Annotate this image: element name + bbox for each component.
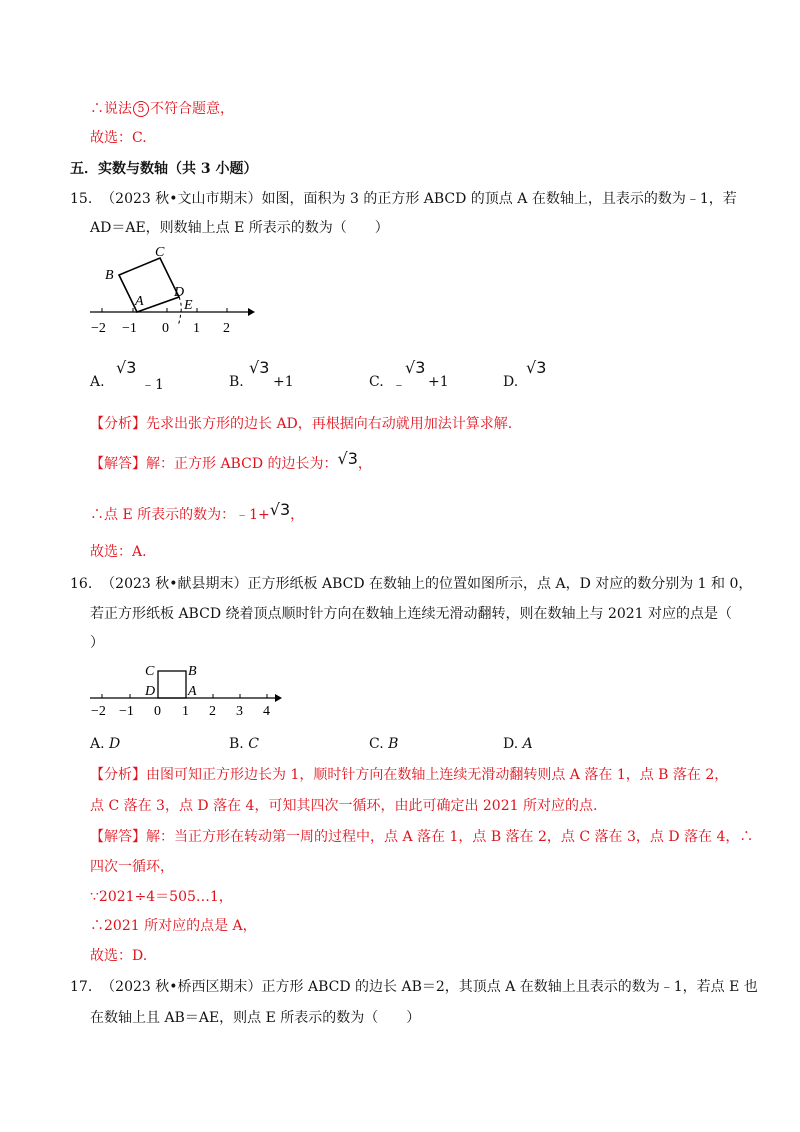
- q16-tick-3: 3: [236, 704, 243, 718]
- q16-number: 16.: [70, 576, 93, 592]
- q16-option-b[interactable]: [229, 736, 259, 752]
- q15-solution2-suffix: ，: [290, 507, 305, 523]
- q16-tick-neg2: −2: [91, 704, 106, 718]
- q16-solution-line3: ∵2021÷4＝505…1，: [90, 889, 233, 905]
- q15-label-c: C: [155, 245, 165, 260]
- q16-option-a[interactable]: [90, 736, 120, 752]
- option-letter: B.: [229, 374, 244, 390]
- q16-answer: 故选：D.: [90, 948, 148, 964]
- q15-option-b-radical: √3: [249, 358, 270, 377]
- option-letter: C.: [369, 374, 384, 390]
- q15-option-b[interactable]: [229, 374, 244, 390]
- q16-option-c[interactable]: [369, 736, 398, 752]
- q15-number: 15.: [70, 191, 93, 207]
- q17-stem-line2: 在数轴上且 AB＝AE，则点 E 所表示的数为（ ）: [90, 1010, 421, 1026]
- q15-figure: [85, 242, 260, 337]
- q16-tick-0: 0: [154, 704, 161, 718]
- q16-solution-line4: ∴2021 所对应的点是 A，: [90, 918, 257, 934]
- q17-number: 17.: [70, 979, 93, 995]
- option-letter: B.: [229, 736, 244, 752]
- q16-tick-2: 2: [209, 704, 216, 718]
- q15-label-d: D: [174, 285, 185, 300]
- q16-analysis-line1: 【分析】由图可知正方形边长为 1，顺时针方向在数轴上连续无滑动翻转则点 A 落在 1，点 B 落在 2，: [90, 767, 729, 783]
- q15-label-e: E: [184, 298, 193, 313]
- q15-tick-neg1: −1: [122, 321, 137, 336]
- q15-label-b: B: [105, 268, 114, 283]
- q16-square: [158, 671, 186, 698]
- q15-answer: 故选：A.: [90, 544, 147, 560]
- q15-option-d-radical: √3: [526, 358, 547, 377]
- option-value: B: [388, 736, 399, 752]
- q15-solution-line1: [90, 449, 372, 474]
- q15-option-b-tail: +1: [273, 374, 294, 390]
- q16-tick-1: 1: [182, 704, 189, 718]
- q15-tick-0: 0: [162, 321, 169, 336]
- q16-solution-line1: 【解答】解：当正方形在转动第一周的过程中，点 A 落在 1，点 B 落在 2，点 C 落在 3，点 D 落在 4，∴: [90, 829, 754, 845]
- q15-option-a-tail: ﹣1: [141, 377, 164, 393]
- option-value: C: [248, 736, 259, 752]
- q14-conclusion: [90, 99, 234, 119]
- q15-tick-2: 2: [223, 321, 230, 336]
- q15-label-a: A: [135, 294, 144, 309]
- option-letter: D.: [503, 736, 519, 752]
- q15-tick-1: 1: [193, 321, 200, 336]
- q15-solution1-radical: √3: [337, 449, 358, 468]
- q15-solution2-radical: √3: [269, 500, 291, 519]
- option-letter: C.: [369, 736, 384, 752]
- q16-label-a: A: [188, 684, 197, 699]
- q16-stem-text1: （2023 秋•献县期末）正方形纸板 ABCD 在数轴上的位置如图所示，点 A，D 对应的数分别为 1 和 0，: [101, 576, 753, 592]
- q16-label-d: D: [145, 684, 156, 699]
- option-value: A: [522, 736, 533, 752]
- section-title: 五．实数与数轴（共 3 小题）: [70, 161, 258, 177]
- q14-answer: 故选：C.: [90, 130, 147, 146]
- q15-option-c-tail: +1: [428, 374, 449, 390]
- q15-square: [119, 258, 179, 312]
- q16-tick-4: 4: [263, 704, 270, 718]
- q16-stem-line2: 若正方形纸板 ABCD 绕着顶点顺时针方向在数轴上连续无滑动翻转，则在数轴上与 2021 对应的点是（: [90, 606, 733, 622]
- option-value: D: [109, 736, 121, 752]
- q15-axis-arrow: [248, 308, 255, 316]
- q16-stem-line1: [70, 574, 752, 594]
- q16-label-c: C: [145, 664, 155, 679]
- q17-stem-line1: [70, 977, 758, 997]
- q16-label-b: B: [188, 664, 197, 679]
- q15-option-a[interactable]: [90, 374, 105, 390]
- q16-solution-line2: 四次一循环，: [90, 859, 174, 875]
- q15-analysis: 【分析】先求出张方形的边长 AD，再根据向右动就用加法计算求解.: [90, 416, 513, 432]
- q15-option-c[interactable]: [369, 374, 384, 390]
- option-letter: A.: [90, 374, 105, 390]
- q17-stem-text1: （2023 秋•桥西区期末）正方形 ABCD 的边长 AB＝2，其顶点 A 在数轴上且表示的数为﹣1，若点 E 也: [101, 979, 758, 995]
- q15-option-c-pre: ﹣: [392, 377, 406, 393]
- q15-stem-text1: （2023 秋•文山市期末）如图，面积为 3 的正方形 ABCD 的顶点 A 在数轴上，且表示的数为﹣1，若: [101, 191, 737, 207]
- option-letter: D.: [503, 374, 519, 390]
- q16-figure: [85, 658, 290, 718]
- q16-stem-line3: ）: [90, 635, 104, 651]
- circled-number: 5: [133, 101, 149, 117]
- q15-solution2-prefix: ∴点 E 所表示的数为：﹣1+: [90, 507, 270, 523]
- q14-conclusion-suffix: 不符合题意，: [150, 101, 234, 117]
- q16-analysis-line2: 点 C 落在 3，点 D 落在 4，可知其四次一循环，由此可确定出 2021 所对应的点.: [90, 798, 598, 814]
- q15-solution1-prefix: 【解答】解：正方形 ABCD 的边长为：: [90, 456, 338, 472]
- q15-option-d[interactable]: [503, 374, 518, 390]
- q15-solution-line2: [90, 500, 305, 525]
- q15-tick-neg2: −2: [91, 321, 106, 336]
- q16-option-d[interactable]: [503, 736, 533, 752]
- q16-tick-neg1: −1: [119, 704, 134, 718]
- q15-stem-line2: AD＝AE，则数轴上点 E 所表示的数为（ ）: [90, 220, 389, 236]
- option-letter: A.: [90, 736, 105, 752]
- q14-conclusion-prefix: ∴说法: [90, 101, 132, 117]
- q15-solution1-suffix: ，: [357, 456, 372, 472]
- q15-stem-line1: [70, 189, 737, 209]
- q16-axis-arrow: [275, 694, 282, 702]
- q15-option-c-radical: √3: [405, 358, 426, 377]
- q15-option-a-radical: √3: [116, 358, 137, 377]
